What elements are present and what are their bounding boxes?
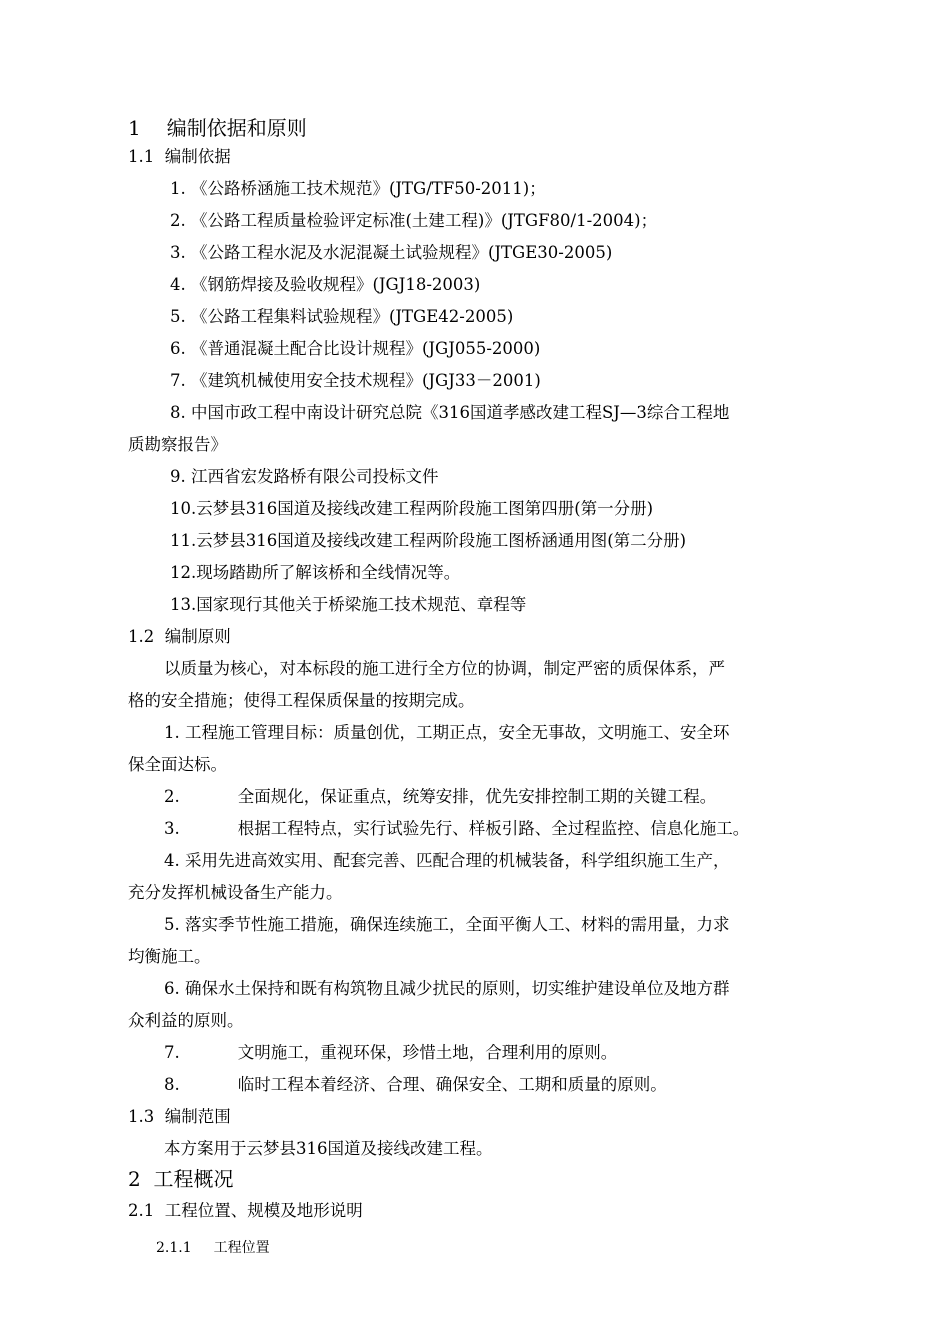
basis-item: 12.现场踏勘所了解该桥和全线情况等。	[170, 563, 461, 582]
basis-item: 2. 《公路工程质量检验评定标准(土建工程)》(JTGF80/1-2004)；	[170, 211, 658, 230]
section-2-heading: 2 工程概况	[128, 1167, 234, 1191]
basis-item: 9. 江西省宏发路桥有限公司投标文件	[170, 467, 439, 486]
subsection-2-1-1-heading: 2.1.1 工程位置	[156, 1240, 270, 1256]
principle-item: 1. 工程施工管理目标：质量创优，工期正点，安全无事故，文明施工、安全环	[164, 723, 730, 742]
principle-item: 2. 全面规化，保证重点，统筹安排，优先安排控制工期的关键工程。	[164, 787, 717, 806]
principle-item: 7. 文明施工，重视环保，珍惜土地，合理利用的原则。	[164, 1043, 618, 1062]
principle-intro-continued: 格的安全措施；使得工程保质保量的按期完成。	[128, 691, 475, 710]
principle-item-continued: 充分发挥机械设备生产能力。	[128, 883, 343, 902]
basis-item: 7. 《建筑机械使用安全技术规程》(JGJ33－2001)	[170, 371, 541, 390]
basis-item: 10.云梦县316国道及接线改建工程两阶段施工图第四册(第一分册)	[170, 499, 654, 518]
principle-item-continued: 保全面达标。	[128, 755, 227, 774]
basis-item: 3. 《公路工程水泥及水泥混凝土试验规程》(JTGE30-2005)	[170, 243, 613, 262]
section-number: 1	[128, 116, 141, 140]
basis-item: 5. 《公路工程集料试验规程》(JTGE42-2005)	[170, 307, 514, 326]
subsection-1-3-heading: 1.3 编制范围	[128, 1107, 231, 1126]
basis-item-continued: 质勘察报告》	[128, 435, 227, 454]
principle-item-continued: 均衡施工。	[128, 947, 211, 966]
scope-text: 本方案用于云梦县316国道及接线改建工程。	[164, 1139, 493, 1158]
section-1-heading	[128, 115, 307, 141]
basis-item: 6. 《普通混凝土配合比设计规程》(JGJ055-2000)	[170, 339, 541, 358]
subsection-1-2-heading: 1.2 编制原则	[128, 627, 231, 646]
principle-item: 4. 采用先进高效实用、配套完善、匹配合理的机械装备，科学组织施工生产，	[164, 851, 730, 870]
principle-item: 3. 根据工程特点，实行试验先行、样板引路、全过程监控、信息化施工。	[164, 819, 750, 838]
principle-item: 6. 确保水土保持和既有构筑物且减少扰民的原则，切实维护建设单位及地方群	[164, 979, 730, 998]
principle-intro: 以质量为核心，对本标段的施工进行全方位的协调，制定严密的质保体系，严	[164, 659, 725, 678]
subsection-1-1-heading: 1.1 编制依据	[128, 147, 231, 166]
principle-item-continued: 众利益的原则。	[128, 1011, 244, 1030]
principle-item: 8. 临时工程本着经济、合理、确保安全、工期和质量的原则。	[164, 1075, 667, 1094]
basis-item: 11.云梦县316国道及接线改建工程两阶段施工图桥涵通用图(第二分册)	[170, 531, 687, 550]
subsection-2-1-heading: 2.1 工程位置、规模及地形说明	[128, 1201, 363, 1220]
basis-item: 4. 《钢筋焊接及验收规程》(JGJ18-2003)	[170, 275, 481, 294]
basis-item: 8. 中国市政工程中南设计研究总院《316国道孝感改建工程SJ—3综合工程地	[170, 403, 730, 422]
section-title: 编制依据和原则	[166, 116, 307, 140]
principle-item: 5. 落实季节性施工措施，确保连续施工，全面平衡人工、材料的需用量，力求	[164, 915, 730, 934]
basis-item: 1. 《公路桥涵施工技术规范》(JTG/TF50-2011)；	[170, 179, 546, 198]
basis-item: 13.国家现行其他关于桥梁施工技术规范、章程等	[170, 595, 527, 614]
